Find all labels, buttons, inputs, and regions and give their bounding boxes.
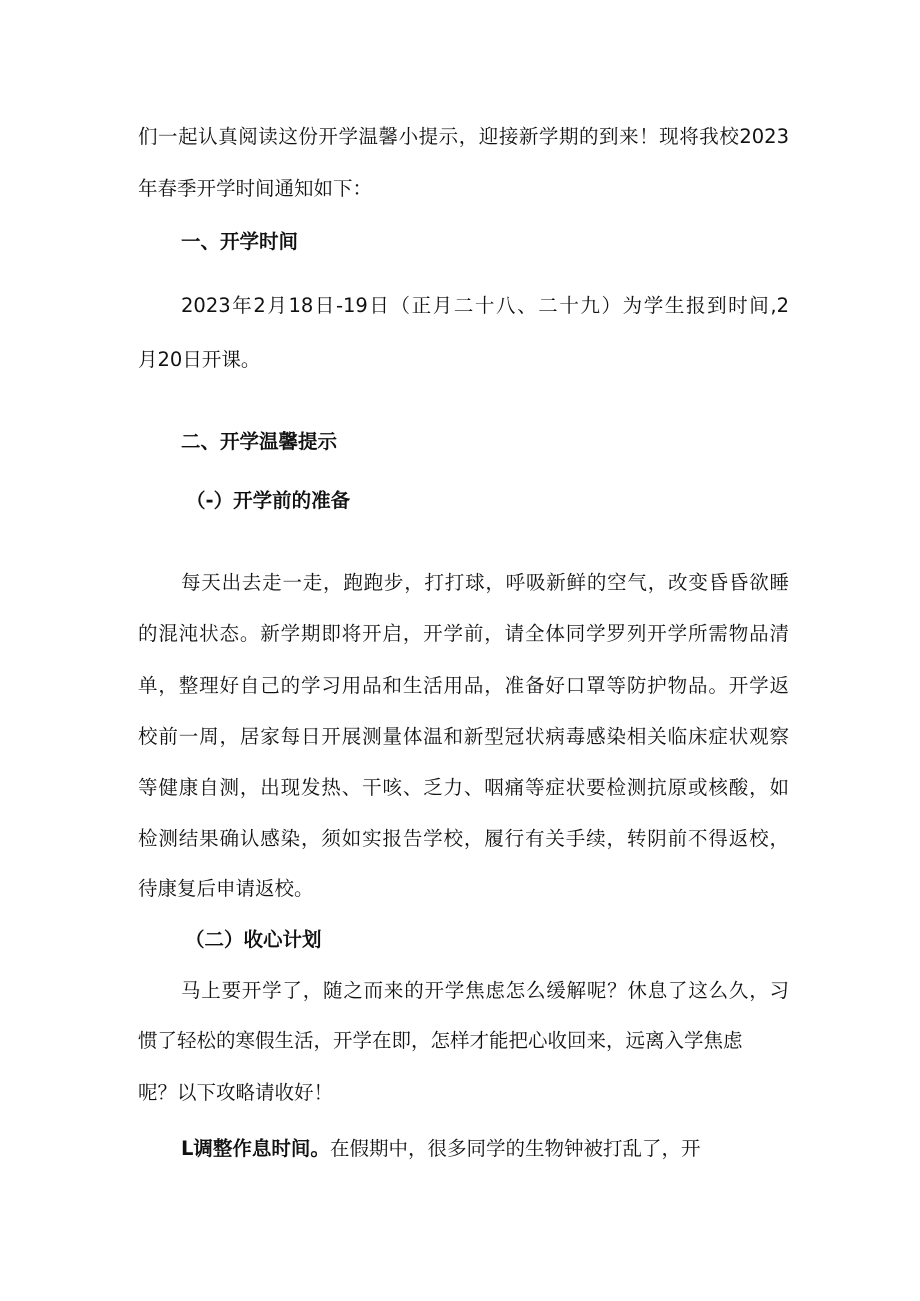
start-time-line-1: 2023年2月18日-19日（正月二十八、二十九）为学生报到时间,2	[181, 294, 789, 317]
mindset-line-1: 马上要开学了，随之而来的开学焦虑怎么缓解呢？休息了这么久，习	[181, 979, 789, 1002]
preparation-line-7: 待康复后申请返校。	[138, 877, 314, 900]
intro-line-1: 们一起认真阅读这份开学温馨小提示，迎接新学期的到来！现将我校2023	[138, 125, 789, 148]
mindset-line-2: 惯了轻松的寒假生活，开学在即，怎样才能把心收回来，远离入学焦虑	[138, 1029, 743, 1052]
preparation-line-2: 的混沌状态。新学期即将开启，开学前，请全体同学罗列开学所需物品清	[138, 622, 789, 645]
preparation-line-3: 单，整理好自己的学习用品和生活用品，准备好口罩等防护物品。开学返	[138, 674, 789, 697]
section-heading-tips: 二、开学温馨提示	[181, 430, 338, 453]
preparation-line-6: 检测结果确认感染，须如实报告学校，履行有关手续，转阴前不得返校，	[138, 827, 789, 850]
preparation-line-5: 等健康自测，出现发热、干咳、乏力、咽痛等症状要检测抗原或核酸，如	[138, 776, 789, 799]
subsection-heading-mindset-plan: （二）收心计划	[185, 928, 322, 951]
intro-line-2: 年春季开学时间通知如下：	[138, 177, 373, 200]
subsection-heading-preparation: （-）开学前的准备	[186, 489, 351, 512]
schedule-item-title: L调整作息时间。	[181, 1137, 330, 1160]
section-heading-start-time: 一、开学时间	[181, 230, 299, 253]
schedule-item-line	[181, 1136, 700, 1162]
preparation-line-4: 校前一周，居家每日开展测量体温和新型冠状病毒感染相关临床症状观察	[138, 725, 789, 748]
start-time-line-2: 月20日开课。	[138, 348, 261, 371]
preparation-line-1: 每天出去走一走，跑跑步，打打球，呼吸新鲜的空气，改变昏昏欲睡	[181, 571, 789, 594]
schedule-item-text: 在假期中，很多同学的生物钟被打乱了，开	[329, 1137, 701, 1160]
mindset-line-3: 呢？以下攻略请收好！	[138, 1081, 334, 1104]
